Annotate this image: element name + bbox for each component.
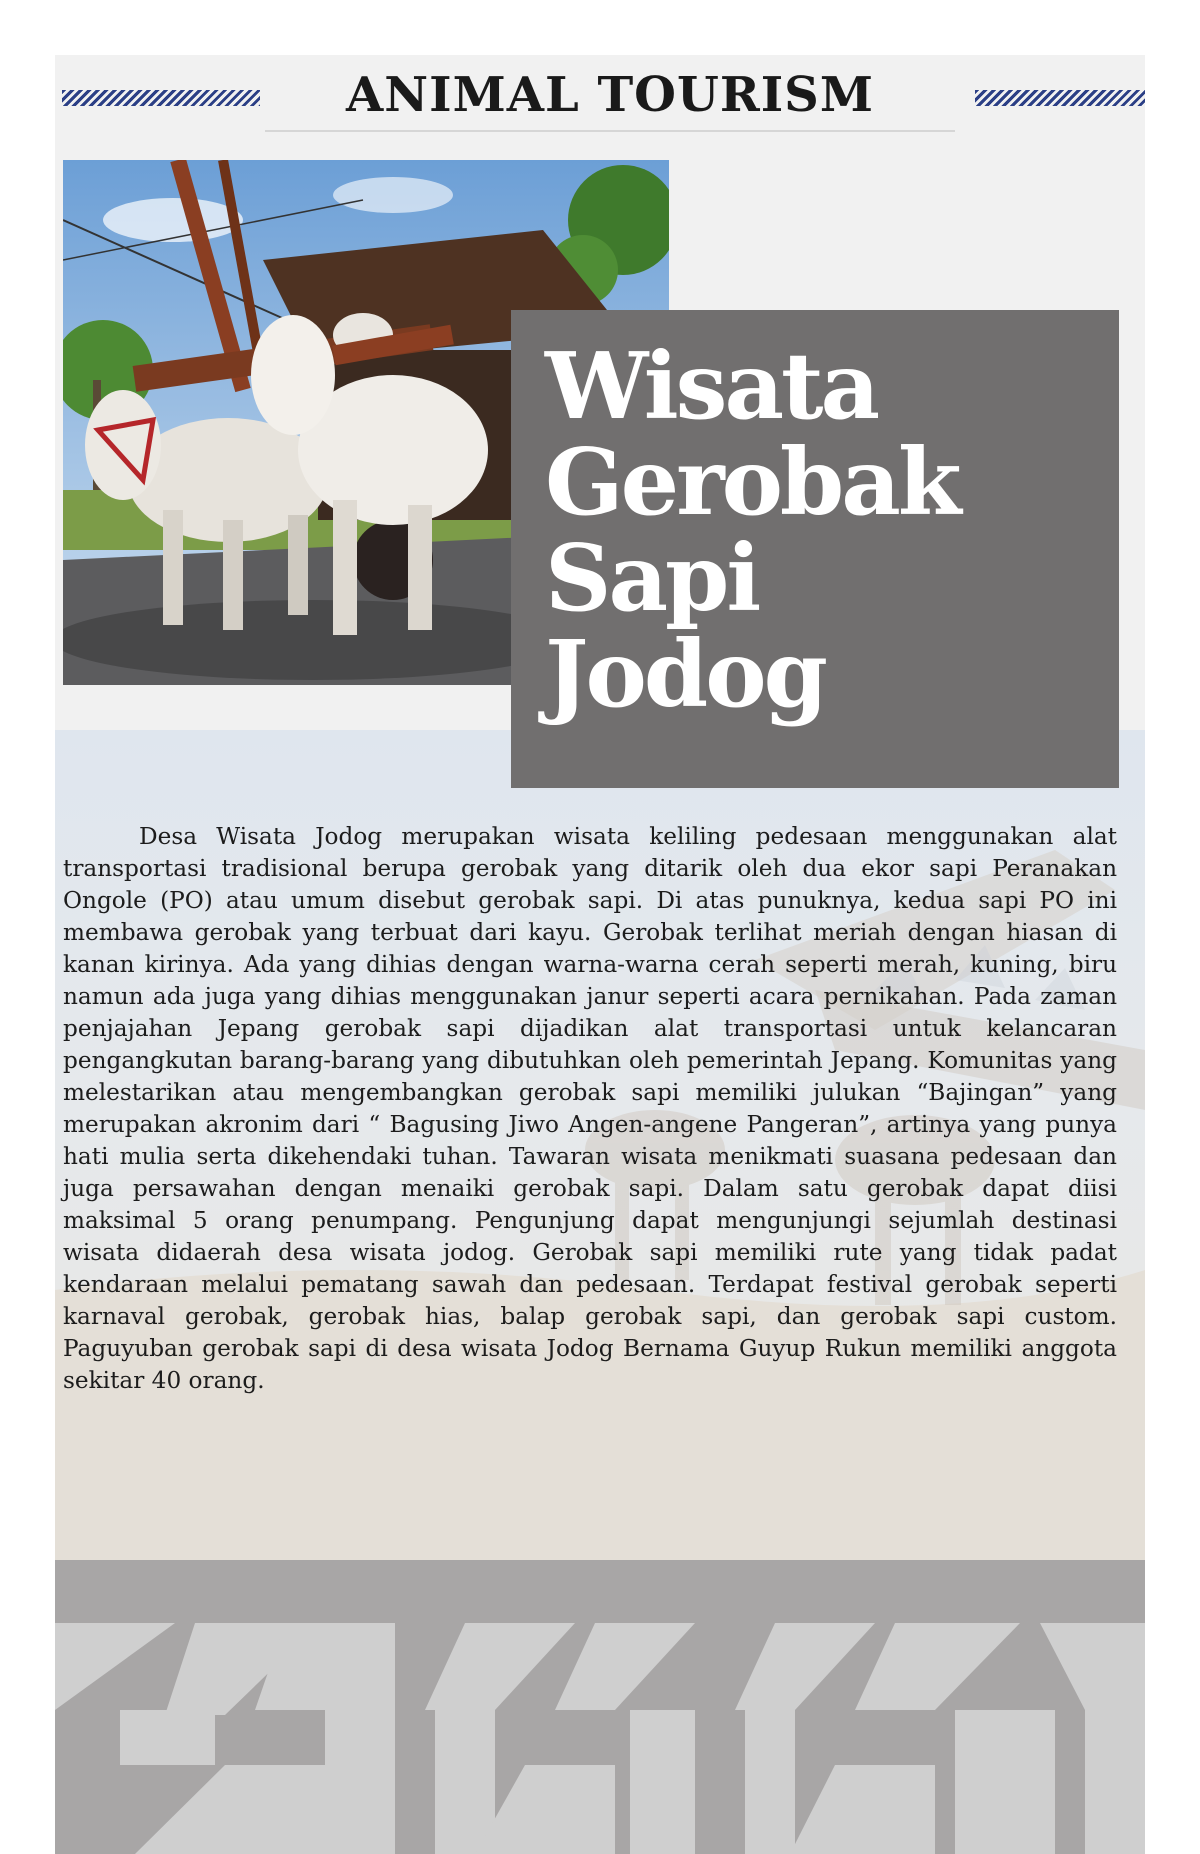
article-body: Desa Wisata Jodog merupakan wisata keliling pedesaan menggunakan alat transportasi tradisional berupa gerobak yang ditarik oleh dua ekor sapi Peranakan Ongole (PO) atau umum disebut gerobak sapi. Di atas punuknya, kedua sapi PO ini membawa gerobak yang terbuat dari kayu. Gerobak terlihat meriah dengan hiasan di kanan kirinya. Ada yang dihias dengan warna-warna cerah seperti merah, kuning, biru namun ada juga yang dihias menggunakan janur seperti acara pernikahan. Pada zaman penjajahan Jepang gerobak sapi dijadikan alat transportasi untuk kelancaran pengangkutan barang-barang yang dibutuhkan oleh pemerintah Jepang. Komunitas yang melestarikan atau mengembangkan gerobak sapi memiliki julukan “Bajingan” yang merupakan akronim dari “ Bagusing Jiwo Angen-angene Pangeran”, artinya yang punya hati mulia serta dikehendaki tuhan. Tawaran wisata menikmati suasana pedesaan dan juga persawahan dengan menaiki gerobak sapi. Dalam satu gerobak dapat diisi maksimal 5 orang penumpang. Pengunjung dapat mengunjungi sejumlah destinasi wisata didaerah desa wisata jodog. Gerobak sapi memiliki rute yang tidak padat kendaraan melalui pematang sawah dan pedesaan. Terdapat festival gerobak seperti karnaval gerobak, gerobak hias, balap gerobak sapi, dan gerobak sapi custom. Paguyuban gerobak sapi di desa wisata Jodog Bernama Guyup Rukun memiliki anggota sekitar 40 orang.: [63, 823, 1117, 1394]
geometric-pattern: [55, 1623, 1145, 1854]
footer-pattern-band: [55, 1560, 1145, 1854]
header-stripe-right: [975, 90, 1145, 106]
section-title: ANIMAL TOURISM: [346, 67, 874, 123]
headline-title: [545, 332, 959, 728]
headline-box: [511, 310, 1119, 788]
headline-line-2: Gerobak: [545, 428, 959, 536]
headline-line-3: Sapi: [545, 524, 759, 632]
headline-line-1: Wisata: [545, 332, 878, 440]
header-stripe-left: [62, 90, 260, 106]
magazine-page: [55, 55, 1145, 1854]
headline-line-4: Jodog: [545, 620, 825, 728]
title-rule: [265, 130, 955, 132]
